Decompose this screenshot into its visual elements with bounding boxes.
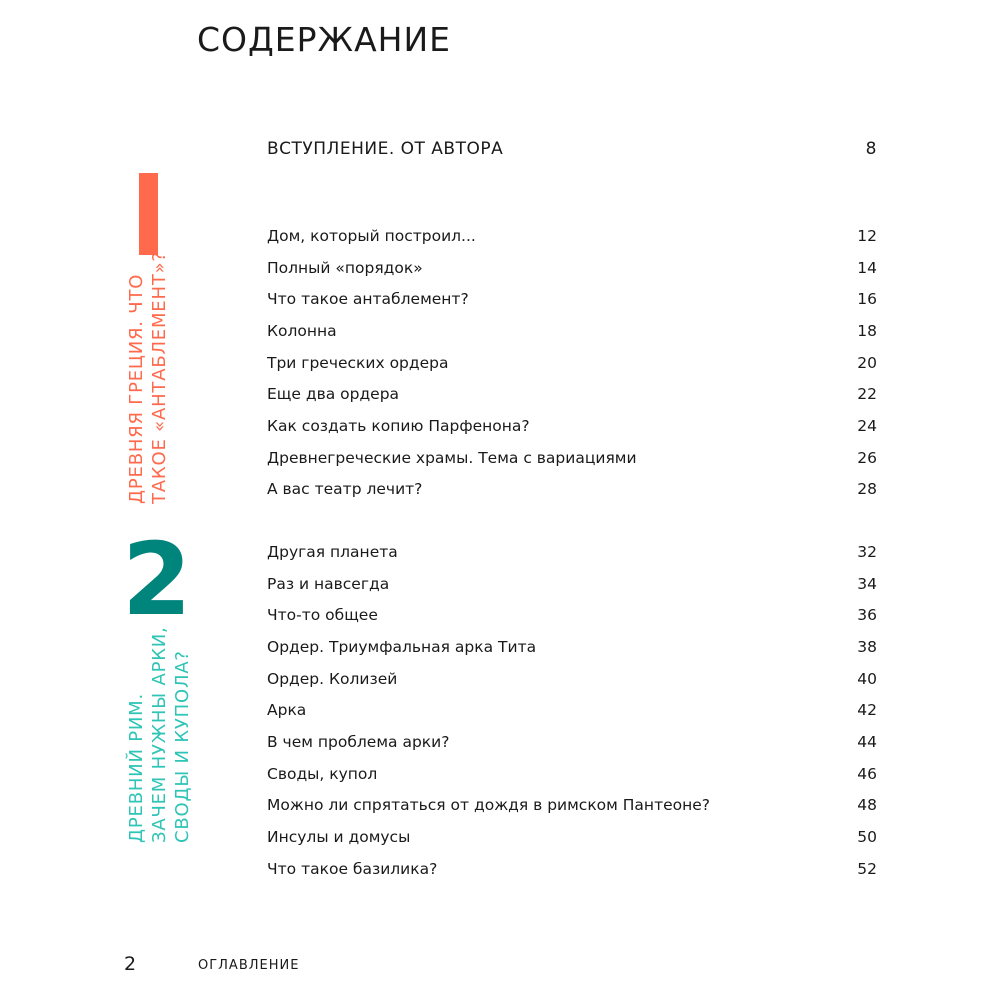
chapter-2-caption-line: ЗАЧЕМ НУЖНЫ АРКИ,	[149, 626, 170, 843]
toc-entry-page: 38	[857, 637, 877, 656]
toc-entry[interactable]	[267, 474, 877, 506]
toc-entry-page: 18	[857, 321, 877, 340]
toc-entry-title: Ордер. Триумфальная арка Тита	[267, 637, 537, 656]
chapter-2-entries	[267, 536, 877, 885]
toc-entry-page: 12	[857, 226, 877, 245]
toc-entry-title: Три греческих ордера	[267, 353, 449, 372]
toc-entry-page: 32	[857, 542, 877, 561]
toc-entry-title: Своды, купол	[267, 764, 378, 783]
chapter-2-number: 2	[122, 521, 192, 638]
chapter-1-marker	[139, 173, 158, 255]
toc-entry[interactable]	[267, 536, 877, 568]
toc-entry-page: 34	[857, 574, 877, 593]
toc-entry-title: Как создать копию Парфенона?	[267, 416, 530, 435]
toc-entry-title: Что такое антаблемент?	[267, 290, 469, 309]
toc-entry-page: 40	[857, 669, 877, 688]
toc-entry-page: 16	[857, 290, 877, 309]
toc-entry-page: 28	[857, 480, 877, 499]
toc-entry[interactable]	[267, 758, 877, 790]
toc-entry-page: 24	[857, 416, 877, 435]
toc-entry-page: 26	[857, 448, 877, 467]
toc-entry-title: Колонна	[267, 321, 337, 340]
chapter-1-caption	[125, 251, 171, 504]
toc-entry-title: ВСТУПЛЕНИЕ. ОТ АВТОРА	[267, 139, 504, 159]
page-title: СОДЕРЖАНИЕ	[197, 20, 452, 59]
toc-entry[interactable]	[267, 252, 877, 284]
toc-entry-page: 42	[857, 701, 877, 720]
toc-entry[interactable]	[267, 347, 877, 379]
toc-entry-title: Полный «порядок»	[267, 258, 423, 277]
toc-entry-title: Раз и навсегда	[267, 574, 390, 593]
toc-entry-page: 52	[857, 859, 877, 878]
toc-entry-page: 46	[857, 764, 877, 783]
toc-entry-title: Еще два ордера	[267, 385, 400, 404]
toc-entry-title: А вас театр лечит?	[267, 480, 423, 499]
toc-entry-title: Можно ли спрятаться от дождя в римском Пантеоне?	[267, 796, 711, 815]
chapter-1-caption-line: ДРЕВНЯЯ ГРЕЦИЯ. ЧТО	[126, 273, 147, 504]
toc-entry-page: 44	[857, 732, 877, 751]
toc-entry-page: 8	[865, 139, 877, 159]
toc-entry[interactable]	[267, 315, 877, 347]
toc-entry[interactable]	[267, 410, 877, 442]
toc-entry-title: Арка	[267, 701, 307, 720]
chapter-2-caption	[125, 626, 194, 843]
toc-entry[interactable]	[267, 663, 877, 695]
toc-entry[interactable]	[267, 694, 877, 726]
toc-entry[interactable]	[267, 442, 877, 474]
chapter-1-entries	[267, 220, 877, 505]
toc-entry[interactable]	[267, 568, 877, 600]
toc-entry-page: 20	[857, 353, 877, 372]
chapter-2-caption-line: ДРЕВНИЙ РИМ.	[126, 693, 147, 843]
toc-entry-page: 48	[857, 796, 877, 815]
chapter-1-caption-line: ТАКОЕ «АНТАБЛЕМЕНТ»?	[149, 251, 170, 504]
toc-entry-title: Древнегреческие храмы. Тема с вариациями	[267, 448, 637, 467]
toc-entry[interactable]	[267, 726, 877, 758]
toc-entry-title: В чем проблема арки?	[267, 732, 450, 751]
toc-entry[interactable]	[267, 853, 877, 885]
footer-page-number: 2	[124, 953, 137, 975]
toc-entry[interactable]	[267, 821, 877, 853]
toc-entry[interactable]	[267, 631, 877, 663]
toc-entry[interactable]	[267, 378, 877, 410]
toc-entry-title: Что-то общее	[267, 606, 378, 625]
toc-entry[interactable]	[267, 599, 877, 631]
chapter-2-caption-line: СВОДЫ И КУПОЛА?	[172, 650, 193, 843]
toc-entry-page: 50	[857, 828, 877, 847]
toc-intro-entry[interactable]	[267, 138, 877, 160]
toc-entry-title: Ордер. Колизей	[267, 669, 398, 688]
toc-entry-title: Другая планета	[267, 542, 398, 561]
toc-entry-title: Дом, который построил...	[267, 226, 476, 245]
toc-entry-page: 14	[857, 258, 877, 277]
toc-entry-title: Что такое базилика?	[267, 859, 438, 878]
toc-entry-page: 36	[857, 606, 877, 625]
toc-entry-title: Инсулы и домусы	[267, 828, 411, 847]
toc-entry[interactable]	[267, 220, 877, 252]
footer-label: ОГЛАВЛЕНИЕ	[198, 958, 300, 973]
toc-entry[interactable]	[267, 283, 877, 315]
toc-entry[interactable]	[267, 790, 877, 822]
toc-entry-page: 22	[857, 385, 877, 404]
